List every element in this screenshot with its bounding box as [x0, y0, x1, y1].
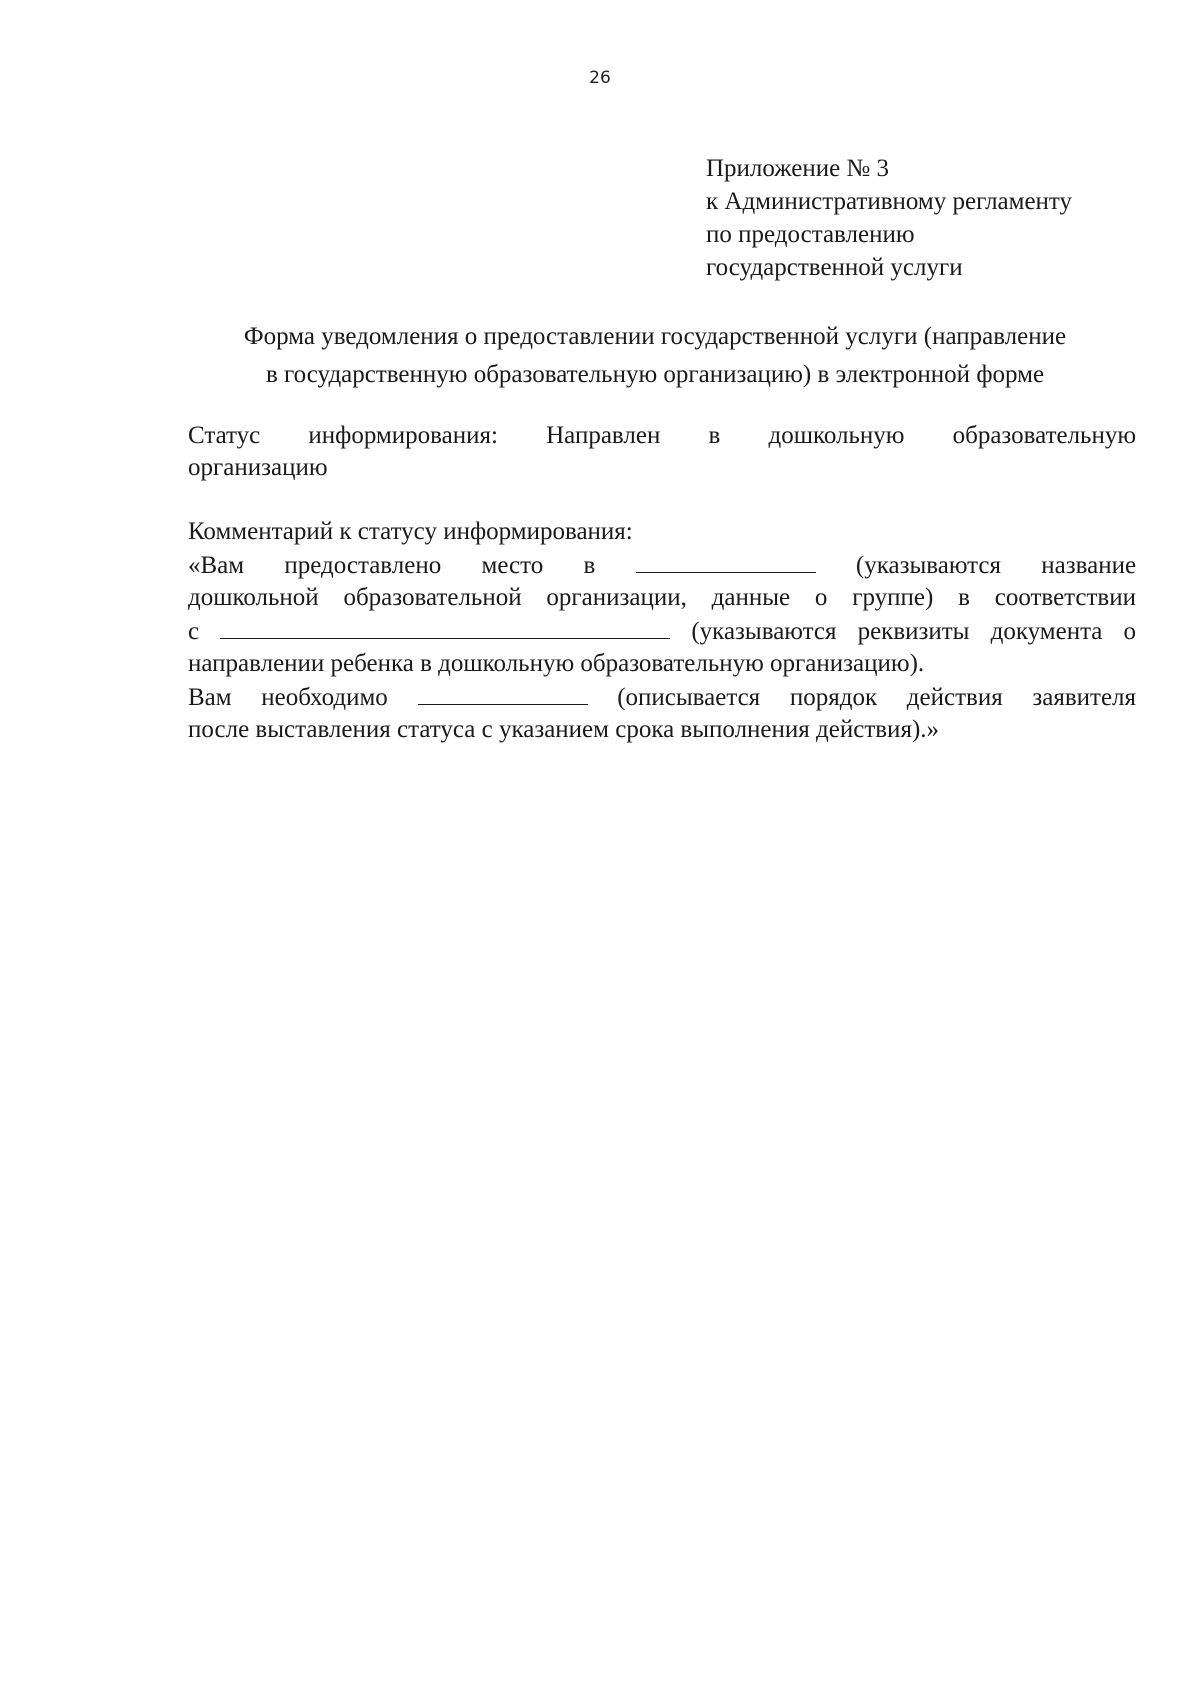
- appendix-line-3: по предоставлению: [706, 221, 915, 248]
- blank-field-document: [220, 614, 670, 639]
- comment-word: (указываются: [855, 552, 1001, 579]
- appendix-line-2: к Административному регламенту: [706, 188, 1073, 215]
- comment-line-5: [188, 680, 1136, 714]
- status-word: образовательную: [952, 422, 1137, 449]
- status-word: Статус: [188, 422, 261, 449]
- form-title: [170, 318, 1140, 394]
- comment-word: с: [188, 618, 200, 645]
- comment-word: предоставлено: [284, 552, 442, 579]
- appendix-line-1: Приложение № 3: [706, 155, 890, 182]
- comment-line-1: [188, 548, 1136, 582]
- status-word: информирования:: [308, 422, 498, 449]
- blank-field-actions: [418, 680, 588, 705]
- comment-block: [188, 516, 1136, 746]
- comment-word: необходимо: [261, 684, 388, 711]
- appendix-header: [706, 152, 1166, 284]
- comment-line-3: [188, 614, 1136, 648]
- comment-text: (описывается порядок действия заявителя: [617, 684, 1137, 711]
- comment-line-2: [188, 582, 1136, 614]
- comment-word: название: [1041, 552, 1137, 579]
- appendix-line-4: государственной услуги: [706, 254, 963, 281]
- page-number: 26: [589, 68, 611, 88]
- comment-heading: Комментарий к статусу информирования:: [188, 518, 633, 545]
- status-word: Направлен в дошкольную: [546, 422, 905, 449]
- comment-word: Вам: [188, 684, 232, 711]
- comment-word: «Вам: [188, 552, 245, 579]
- comment-word: место: [481, 552, 544, 579]
- status-line-2: организацию: [188, 454, 328, 481]
- form-title-line-1: Форма уведомления о предоставлении государственной услуги (направление: [243, 323, 1067, 350]
- comment-line-4: направлении ребенка в дошкольную образовательную организацию).: [188, 650, 925, 677]
- status-line-1: [188, 420, 1136, 452]
- comment-text: дошкольной образовательной организации, данные о группе) в соответствии: [188, 584, 1136, 611]
- blank-field-placement: [636, 548, 816, 573]
- form-title-line-2: в государственную образовательную организацию) в электронной форме: [265, 361, 1045, 388]
- comment-line-6: после выставления статуса с указанием срока выполнения действия).»: [188, 716, 940, 743]
- comment-text: (указываются реквизиты документа о: [691, 618, 1137, 645]
- status-block: [188, 420, 1136, 484]
- comment-word: в: [583, 552, 596, 579]
